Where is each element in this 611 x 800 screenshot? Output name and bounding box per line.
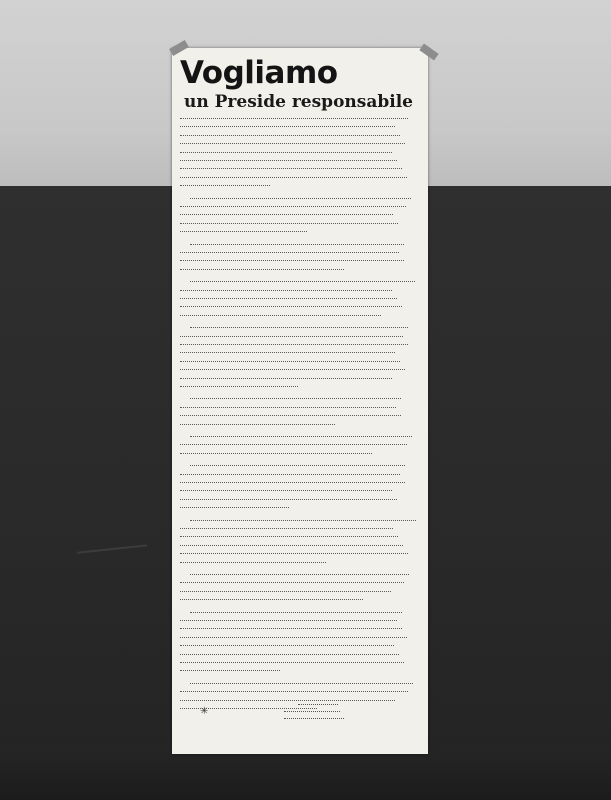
handwritten-line (180, 654, 399, 656)
handwritten-line (180, 628, 402, 630)
handwritten-line (180, 206, 406, 208)
handwritten-line (180, 424, 335, 426)
handwritten-line (190, 244, 404, 246)
floor (0, 750, 611, 800)
handwritten-line (180, 662, 404, 664)
handwritten-line (180, 152, 392, 154)
handwritten-line (180, 344, 408, 346)
handwritten-line (180, 536, 398, 538)
handwritten-line (180, 415, 401, 417)
handwritten-line (180, 386, 298, 388)
handwritten-line (180, 545, 403, 547)
handwritten-line (180, 352, 395, 354)
handwritten-line (180, 453, 372, 455)
handwritten-line (190, 612, 402, 614)
handwritten-line (180, 444, 407, 446)
handwritten-line (180, 670, 280, 672)
handwritten-line (180, 528, 393, 530)
handwritten-line (180, 290, 392, 292)
handwritten-mark: ✳ (200, 706, 209, 717)
handwritten-line (180, 336, 403, 338)
handwritten-line (190, 398, 401, 400)
handwritten-line (180, 143, 405, 145)
handwritten-line (180, 135, 400, 137)
handwritten-line (190, 574, 409, 576)
handwritten-line (180, 490, 392, 492)
handwritten-line (180, 553, 408, 555)
handwritten-line (190, 465, 405, 467)
handwritten-text (180, 118, 420, 728)
handwritten-line (190, 198, 411, 200)
handwritten-line (180, 252, 399, 254)
handwritten-line (180, 126, 395, 128)
handwritten-line (180, 185, 270, 187)
handwritten-line (180, 620, 397, 622)
handwritten-line (180, 378, 392, 380)
handwritten-line (180, 118, 408, 120)
handwritten-line (180, 306, 402, 308)
handwritten-line (180, 645, 394, 647)
handwritten-line (180, 582, 404, 584)
handwritten-line (180, 407, 396, 409)
handwritten-line (190, 683, 413, 685)
handwritten-line (180, 599, 363, 601)
handwritten-line (180, 474, 400, 476)
handwritten-line (180, 214, 393, 216)
poster (172, 48, 428, 754)
handwritten-line (180, 269, 344, 271)
handwritten-line (180, 160, 397, 162)
handwritten-line (180, 315, 381, 317)
handwritten-signature (284, 698, 354, 728)
handwritten-line (180, 260, 404, 262)
handwritten-line (180, 637, 407, 639)
handwritten-line (180, 499, 397, 501)
poster-title: Vogliamo (180, 55, 338, 91)
handwritten-line (180, 482, 405, 484)
handwritten-line (180, 691, 408, 693)
handwritten-line (190, 281, 415, 283)
handwritten-line (180, 231, 307, 233)
handwritten-line (180, 298, 397, 300)
handwritten-line (190, 436, 412, 438)
handwritten-line (180, 361, 400, 363)
handwritten-line (180, 177, 407, 179)
handwritten-line (180, 223, 398, 225)
handwritten-line (180, 591, 391, 593)
handwritten-line (180, 168, 402, 170)
poster-subtitle: un Preside responsabile (184, 92, 413, 112)
handwritten-line (180, 507, 289, 509)
handwritten-line (190, 520, 416, 522)
handwritten-line (180, 369, 405, 371)
handwritten-line (190, 327, 408, 329)
handwritten-line (180, 562, 326, 564)
